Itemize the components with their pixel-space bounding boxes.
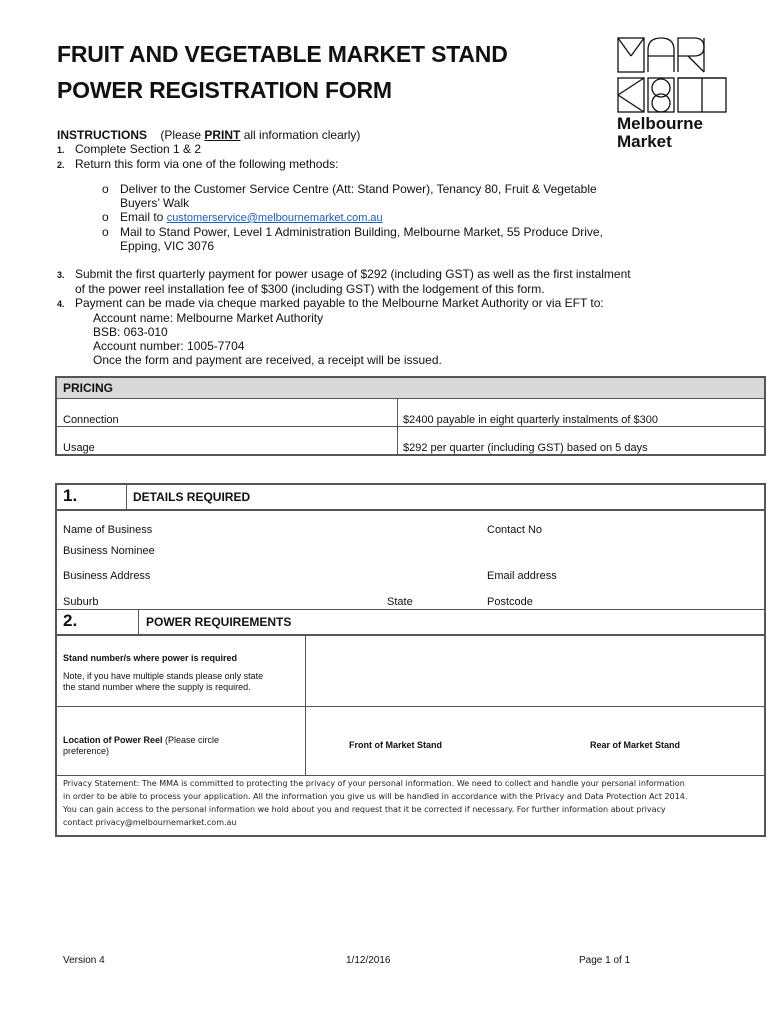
- registration-form: [55, 483, 766, 837]
- business-nominee-field[interactable]: Business Nominee: [63, 545, 155, 557]
- eft-bsb: BSB: 063-010: [93, 325, 168, 339]
- footer-version: Version 4: [63, 955, 105, 966]
- instruction-item-4: 4. Payment can be made via cheque marked payable to the Melbourne Market Authority or via EFT to:: [57, 296, 604, 310]
- receipt-note: Once the form and payment are received, a receipt will be issued.: [93, 353, 442, 367]
- method-mail: o Mail to Stand Power, Level 1 Administration Building, Melbourne Market, 55 Produce Drive,: [102, 225, 603, 239]
- footer-date: 1/12/2016: [346, 955, 391, 966]
- method-deliver: o Deliver to the Customer Service Centre (Att: Stand Power), Tenancy 80, Fruit & Vegetable: [102, 182, 597, 196]
- instruction-item-1: 1. Complete Section 1 & 2: [57, 142, 202, 156]
- eft-account-name: Account name: Melbourne Market Authority: [93, 311, 324, 325]
- mar-ket-logo-mark-icon: [616, 36, 736, 116]
- suburb-field[interactable]: Suburb: [63, 596, 99, 608]
- page-title: [57, 36, 508, 108]
- logo-wordmark: Melbourne Market: [617, 114, 703, 151]
- option-rear-of-market-stand[interactable]: Rear of Market Stand: [590, 740, 681, 750]
- instruction-item-3: 3. Submit the first quarterly payment for power usage of $292 (including GST) as well as the first instalment: [57, 267, 631, 281]
- footer-page: Page 1 of 1: [579, 955, 631, 966]
- customer-service-email-link[interactable]: customerservice@melbournemarket.com.au: [166, 212, 383, 224]
- pricing-table: [55, 376, 766, 456]
- business-name-field[interactable]: Name of Business: [63, 524, 153, 536]
- postcode-field[interactable]: Postcode: [487, 596, 533, 608]
- power-reel-label: Location of Power Reel (Please circle preference): [63, 735, 220, 756]
- pricing-header: PRICING: [57, 378, 764, 399]
- instruction-item-3-line-2: of the power reel installation fee of $300 (including GST) with the lodgement of this form.: [75, 282, 545, 296]
- eft-account-number: Account number: 1005-7704: [93, 339, 245, 353]
- section-2-header: 2. POWER REQUIREMENTS: [57, 609, 764, 636]
- method-mail-line-2: Epping, VIC 3076: [120, 239, 215, 253]
- business-address-field[interactable]: Business Address: [63, 570, 151, 582]
- stand-number-label: Stand number/s where power is required: [63, 653, 238, 663]
- instructions: [57, 128, 697, 367]
- title-line-2: POWER REGISTRATION FORM: [57, 77, 392, 103]
- method-deliver-line-2: Buyers’ Walk: [120, 196, 190, 210]
- privacy-statement: Privacy Statement: The MMA is committed to protecting the privacy of your personal information. We need to collect and handle your personal information in order to be able to process your application. All the information you give us will be handled in accordance with the Privacy and Data Protection Act 2014. You can gain access to the personal information we hold about you and request that it be corrected if necessary. For further information about privacy contact privacy@melbournemarket.com.au: [63, 779, 688, 827]
- pricing-row-usage: Usage $292 per quarter (including GST) based on 5 days: [57, 427, 764, 454]
- instruction-item-2: 2. Return this form via one of the following methods:: [57, 157, 339, 171]
- email-address-field[interactable]: Email address: [487, 570, 557, 582]
- title-line-1: FRUIT AND VEGETABLE MARKET STAND: [57, 41, 508, 67]
- section-1-header: 1. DETAILS REQUIRED: [57, 485, 764, 511]
- method-email: o Email to customerservice@melbournemarket.com.au: [102, 210, 383, 224]
- instructions-heading: INSTRUCTIONS (Please PRINT all information clearly): [57, 128, 361, 142]
- pricing-row-connection: Connection $2400 payable in eight quarterly instalments of $300: [57, 399, 764, 427]
- contact-no-field[interactable]: Contact No: [487, 524, 543, 536]
- stand-number-note: Note, if you have multiple stands please only state the stand number where the supply is required.: [63, 671, 264, 692]
- state-field[interactable]: State: [387, 596, 413, 608]
- stand-number-input[interactable]: [307, 635, 762, 705]
- option-front-of-market-stand[interactable]: Front of Market Stand: [349, 740, 443, 750]
